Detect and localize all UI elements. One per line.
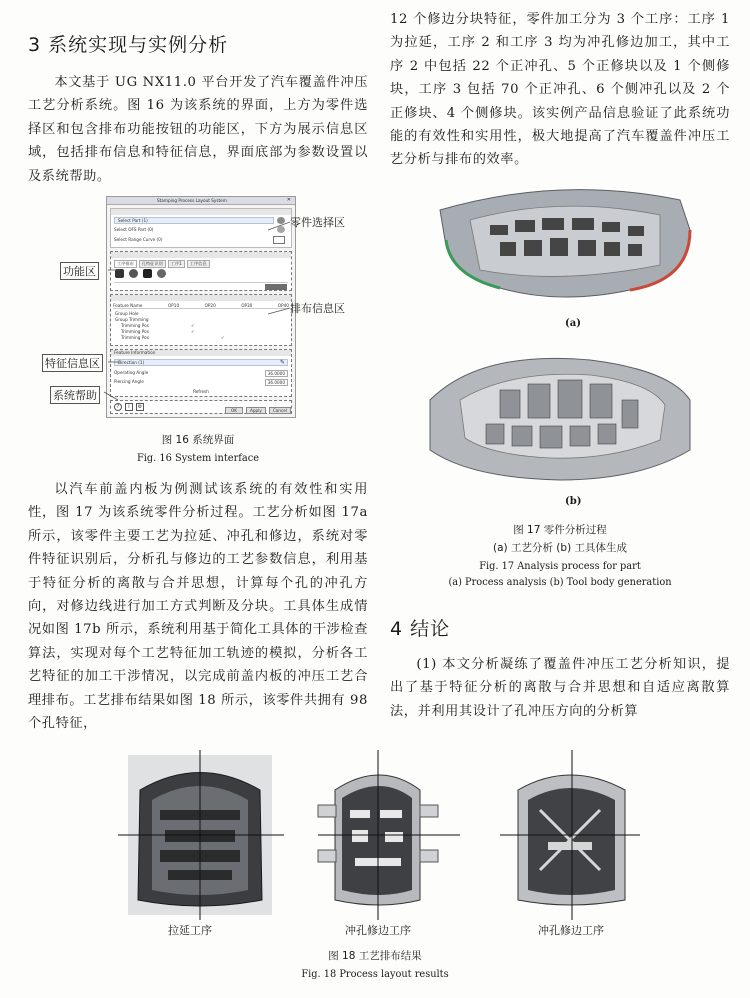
- section-3-title: 3 系统实现与实例分析: [28, 34, 229, 56]
- callout-layout-info: 排布信息区: [290, 302, 345, 315]
- section-4-title: 4 结论: [390, 618, 451, 640]
- panel-drawing: [118, 750, 284, 920]
- table-row[interactable]: Trimming Pos ✓: [121, 323, 195, 328]
- callout-lines: [28, 190, 368, 430]
- panel-piercing-1: [318, 750, 460, 920]
- figure-17a-hood-model: [390, 170, 730, 310]
- figure-17-caption-en-sub: (a) Process analysis (b) Tool body generation: [448, 577, 672, 588]
- table-row[interactable]: Trimming Pos ✓: [121, 329, 195, 334]
- figure-18-caption-cn: 图 18 工艺排布结果: [328, 950, 422, 962]
- callout-part-select: 零件选择区: [290, 216, 345, 229]
- figure-18-label-1: 拉延工序: [168, 924, 212, 937]
- figure-18-label-2: 冲孔修边工序: [345, 924, 411, 937]
- figure-17: [390, 170, 730, 590]
- figure-18-label-3: 冲孔修边工序: [538, 924, 604, 937]
- check-icon: ✓: [221, 335, 225, 340]
- right-column: [390, 8, 730, 172]
- apply-button[interactable]: Apply: [246, 407, 266, 414]
- paragraph-process-summary: 12 个修边分块特征，零件加工分为 3 个工序：工序 1 为拉延，工序 2 和工序 3 均为冲孔修边加工，其中工序 2 中包括 22 个正冲孔、5 个正修块以及 1 个侧修块，工序 3 包括 70 个正冲孔、6 个侧冲孔以及 2 个正修块、4 个侧修块。该实例产品信息验证了此系统功能的有效性和实用性，极大地提高了汽车覆盖件冲压工艺分析与排布的效率。: [390, 12, 730, 168]
- tab-layout[interactable]: 工序排布: [114, 260, 137, 268]
- table-row[interactable]: Group Trimming: [115, 317, 149, 322]
- help-icon-3[interactable]: ⚙: [137, 404, 143, 410]
- right-column-lower: [390, 614, 730, 723]
- help-icon-1[interactable]: ?: [114, 403, 122, 411]
- feature-info-area: Feature Information Direction (1) ✎ Operating Angle 36.0000 Piercing Angle 36.0000 Refresh: [110, 349, 292, 397]
- figure-18-layout-images: [0, 750, 750, 920]
- tab-hole-recognition[interactable]: 孔特征识别: [139, 260, 166, 268]
- callout-help: 系统帮助: [50, 386, 100, 404]
- figure-17-caption-cn: 图 17 零件分析过程: [513, 524, 607, 536]
- piercing-angle-row: Piercing Angle 36.0000: [114, 379, 288, 386]
- figure-17b-label: (b): [565, 496, 582, 507]
- operating-angle-row: Operating Angle 36.0000: [114, 370, 288, 377]
- left-column-lower: [28, 478, 368, 735]
- check-icon: ✓: [191, 323, 195, 328]
- pencil-icon[interactable]: ✎: [279, 359, 285, 366]
- figure-16-caption-en: Fig. 16 System interface: [136, 453, 260, 464]
- direction-row[interactable]: Direction (1): [114, 359, 288, 366]
- window-close-icon[interactable]: ✕: [286, 197, 291, 203]
- table-row[interactable]: Trimming Pos ✓: [121, 335, 225, 340]
- paragraph-case-study: 以汽车前盖内板为例测试该系统的有效性和实用性，图 17 为该系统零件分析过程。工艺分析如图 17a 所示，该零件主要工艺为拉延、冲孔和修边，系统对零件特征识别后，分析孔与修边的工艺参数信息，利用基于特征分析的离散与合并思想，计算每个孔的冲孔方向，对修边线进行加工方式判断及分块。工具体生成情况如图 17b 所示，系统利用基于简化工具体的干涉检查算法，实现对每个工艺特征加工轨迹的模拟，分析各工艺特征的加工干涉情况，以完成前盖内板的冲压工艺合理排布。工艺排布结果如图 18 所示，该零件共拥有 98 个孔特征，: [28, 482, 368, 732]
- figure-17-caption-cn-sub: (a) 工艺分析 (b) 工具体生成: [493, 542, 627, 554]
- callout-function: 功能区: [60, 262, 99, 280]
- cancel-button[interactable]: Cancel: [269, 407, 291, 414]
- left-column: [28, 8, 368, 188]
- select-ofs-row[interactable]: Select OFS Part (0): [114, 227, 154, 232]
- callout-feature-info: 特征信息区: [42, 354, 103, 372]
- table-row[interactable]: Group Hole: [115, 311, 139, 316]
- figure-18-caption-en: Fig. 18 Process layout results: [301, 969, 449, 980]
- panel-piercing-2: [500, 750, 640, 920]
- select-range-row[interactable]: Select Range Curve (0): [114, 237, 163, 242]
- ok-button[interactable]: OK: [225, 407, 243, 414]
- figure-18: [0, 750, 750, 990]
- operating-angle-input[interactable]: 36.0000: [265, 370, 288, 377]
- paragraph-conclusion: (1) 本文分析凝练了覆盖件冲压工艺分析知识，提出了基于特征分析的离散与合并思想和自适应离散算法，并利用其设计了孔冲压方向的分析算: [390, 657, 730, 719]
- check-icon: ✓: [191, 329, 195, 334]
- figure-16-caption-cn: 图 16 系统界面: [161, 434, 235, 446]
- select-part-row[interactable]: Select Part (1): [114, 217, 274, 224]
- paragraph-system-intro: 本文基于 UG NX11.0 平台开发了汽车覆盖件冲压工艺分析系统。图 16 为该系统的界面，上方为零件选择区和包含排布功能按钮的功能区，下方为展示信息区域，包括排布信息和特征信息，界面底部为参数设置以及系统帮助。: [28, 75, 368, 184]
- piercing-angle-input[interactable]: 36.0000: [265, 379, 288, 386]
- figure-17a-label: (a): [565, 318, 581, 329]
- tab-process-info[interactable]: 工序信息: [187, 260, 210, 268]
- figure-16: [28, 190, 368, 470]
- refresh-button[interactable]: Refresh: [193, 389, 209, 394]
- window-title: Stamping Process Layout System: [157, 198, 227, 203]
- layout-table-header: Feature Name OP10 OP20 OP30 OP40: [113, 303, 289, 308]
- figure-17b-tool-body: [390, 340, 730, 490]
- help-icon-2[interactable]: i: [125, 403, 133, 411]
- tab-process1[interactable]: 工序1: [168, 260, 185, 268]
- figure-17-caption-en: Fig. 17 Analysis process for part: [479, 561, 641, 572]
